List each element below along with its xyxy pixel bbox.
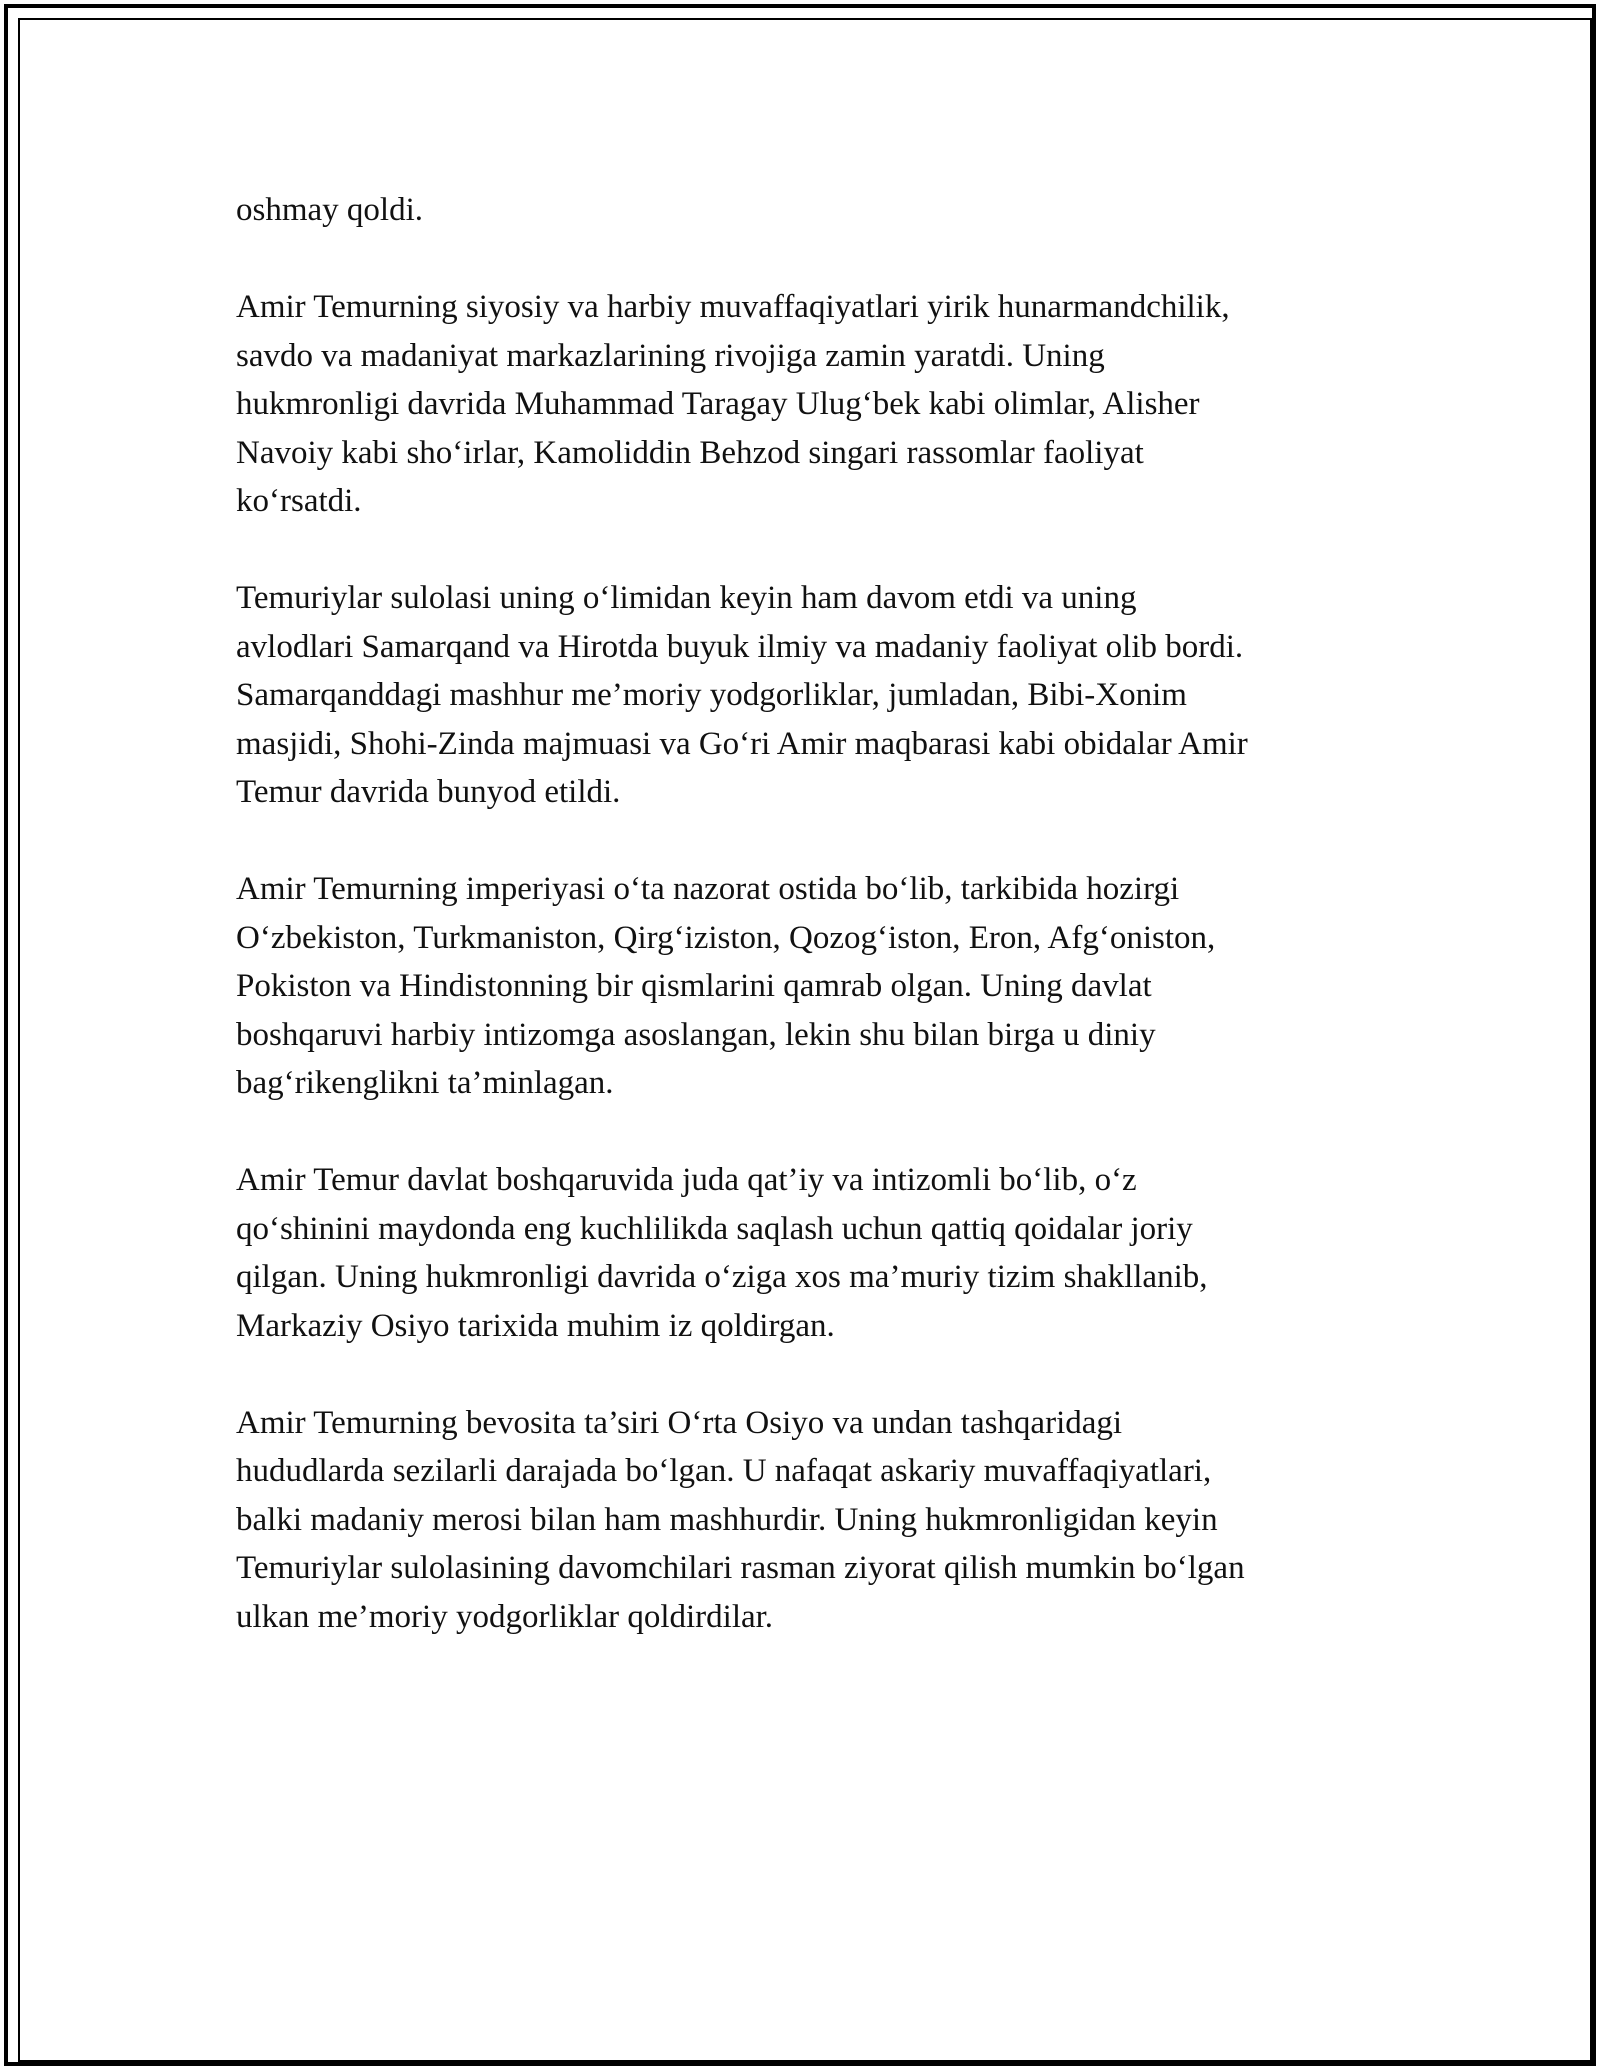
document-body — [236, 186, 1376, 1690]
paragraph-governance: Amir Temur davlat boshqaruvida juda qat’iy va intizomli bo‘lib, o‘z qo‘shinini maydonda eng kuchlilikda saqlash uchun qattiq qoidalar joriy qilgan. Uning hukmronligi davrida o‘ziga xos ma’muriy tizim shakllanib, Markaziy Osiyo tarixida muhim iz qoldirgan. — [236, 1162, 1208, 1344]
paragraph-timurid-dynasty: Temuriylar sulolasi uning o‘limidan keyin ham davom etdi va uning avlodlari Samarqand va Hirotda buyuk ilmiy va madaniy faoliyat olib bordi. Samarqanddagi mashhur me’moriy yodgorliklar, jumladan, Bibi-Xonim masjidi, Shohi-Zinda majmuasi va Go‘ri Amir maqbarasi kabi obidalar Amir Temur davrida bunyod etildi. — [236, 580, 1248, 810]
paragraph-continuation: oshmay qoldi. — [236, 192, 423, 228]
paragraph-legacy: Amir Temurning bevosita ta’siri O‘rta Osiyo va undan tashqaridagi hududlarda sezilarli darajada bo‘lgan. U nafaqat askariy muvaffaqiyatlari, balki madaniy merosi bilan ham mashhurdir. Uning hukmronligidan keyin Temuriylar sulolasining davomchilari rasman ziyorat qilish mumkin bo‘lgan ulkan me’moriy yodgorliklar qoldirdilar. — [236, 1404, 1245, 1635]
paragraph-achievements: Amir Temurning siyosiy va harbiy muvaffaqiyatlari yirik hunarmandchilik, savdo va madaniyat markazlarining rivojiga zamin yaratdi. Uning hukmronligi davrida Muhammad Taragay Ulug‘bek kabi olimlar, Alisher Navoiy kabi sho‘irlar, Kamoliddin Behzod singari rassomlar faoliyat ko‘rsatdi. — [236, 289, 1230, 519]
paragraph-empire: Amir Temurning imperiyasi o‘ta nazorat ostida bo‘lib, tarkibida hozirgi O‘zbekiston, Turkmaniston, Qirg‘iziston, Qozog‘iston, Eron, Afg‘oniston, Pokiston va Hindistonning bir qismlarini qamrab olgan. Uning davlat boshqaruvi harbiy intizomga asoslangan, lekin shu bilan birga u diniy bag‘rikenglikni ta’minlagan. — [236, 871, 1216, 1101]
